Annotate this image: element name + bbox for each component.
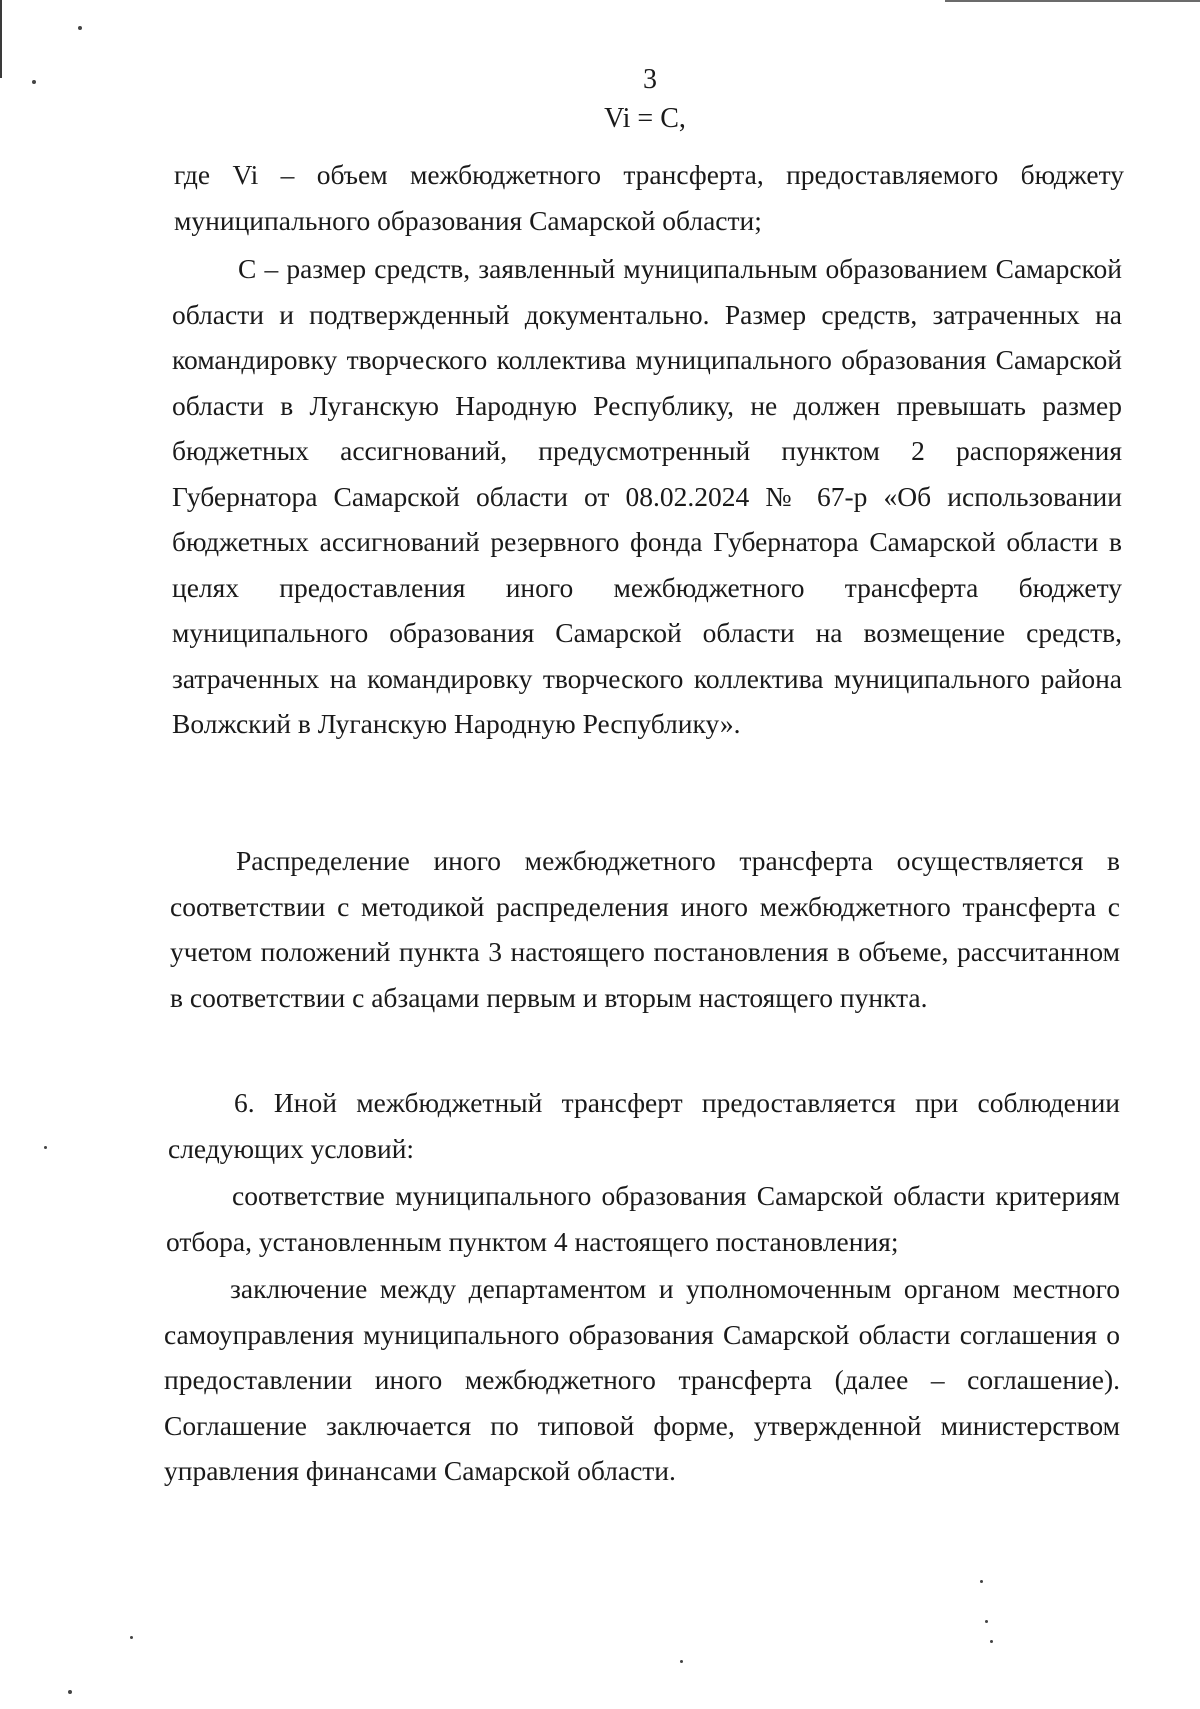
scan-speck [130,1636,133,1639]
paragraph-item-6: 6. Иной межбюджетный трансферт предоставляется при соблюдении следующих условий: [168,1087,1120,1164]
formula: Vi = C, [604,103,686,134]
paragraph-condition-agreement: заключение между департаментом и уполномоченным органом местного самоуправления муниципального образования Самарской области соглашения о предоставлении иного межбюджетного трансферта (далее – соглашение). Соглашение заключается по типовой форме, утвержденной министерством управления финансами Самарской области. [164,1273,1120,1486]
scan-speck [78,26,82,30]
scan-edge-line-top [945,0,1200,2]
scan-speck [980,1580,983,1583]
scan-speck [990,1640,993,1643]
scan-speck [985,1620,988,1623]
scan-speck [32,80,36,84]
scan-speck [680,1660,683,1663]
paragraph-condition-criteria: соответствие муниципального образования Самарской области критериям отбора, установленным пунктом 4 настоящего постановления; [166,1180,1120,1257]
scan-speck [44,1146,47,1149]
page-number: 3 [643,64,657,95]
paragraph-c-definition: С – размер средств, заявленный муниципальным образованием Самарской области и подтвержденный документально. Размер средств, затраченных на командировку творческого коллектива муниципального образования Самарской области в Луганскую Народную Республику, не должен превышать размер бюджетных ассигнований, предусмотренный пунктом 2 распоряжения Губернатора Самарской области от 08.02.2024 № 67-р «Об использовании бюджетных ассигнований резервного фонда Губернатора Самарской области в целях предоставления иного межбюджетного трансферта бюджету муниципального образования Самарской области на возмещение средств, затраченных на командировку творческого коллектива муниципального района Волжский в Луганскую Народную Республику». [172,253,1122,739]
paragraph-vi-definition: где Vi – объем межбюджетного трансферта, предоставляемого бюджету муниципального образования Самарской области; [174,159,1124,236]
scan-speck [68,1690,72,1694]
paragraph-distribution: Распределение иного межбюджетного трансферта осуществляется в соответствии с методикой распределения иного межбюджетного трансферта с учетом положений пункта 3 настоящего постановления в объеме, рассчитанном в соответствии с абзацами первым и вторым настоящего пункта. [170,845,1120,1013]
